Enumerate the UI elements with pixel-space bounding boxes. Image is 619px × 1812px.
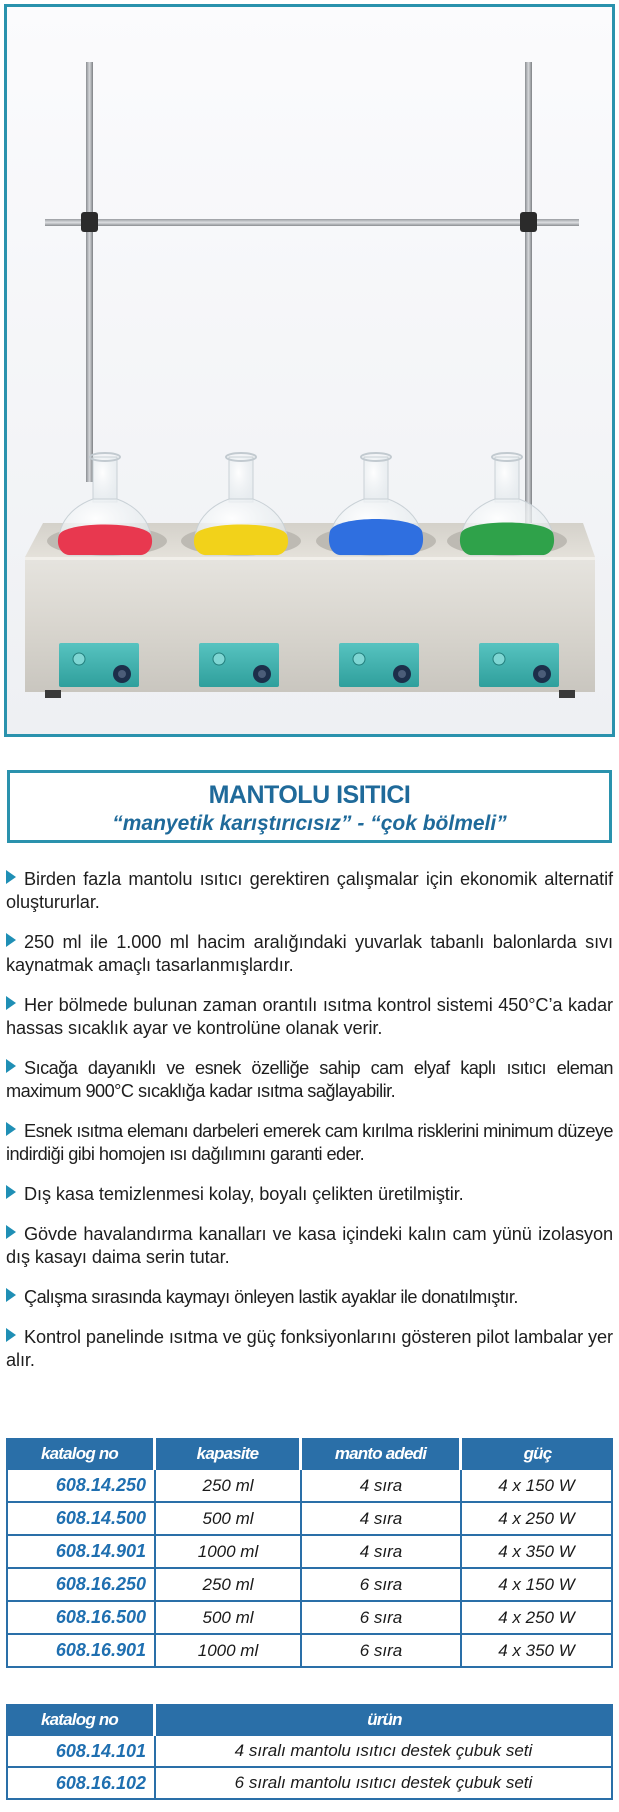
feature-text: Dış kasa temizlenmesi kolay, boyalı çelikten üretilmiştir. (24, 1184, 464, 1204)
column-header: güç (462, 1438, 613, 1470)
spec-table (6, 1438, 613, 1668)
catalog-number: 608.14.901 (6, 1536, 156, 1569)
table-header-row (6, 1704, 613, 1736)
feature-text: Her bölmede bulunan zaman orantılı ısıtma kontrol sistemi 450°C’a kadar hassas sıcaklık ayar ve kontrolüne olanak verir. (6, 995, 613, 1038)
arrow-right-icon (6, 870, 16, 884)
arrow-right-icon (6, 1225, 16, 1239)
table-row (6, 1736, 613, 1768)
feature-item (6, 1286, 613, 1309)
power-cell: 4 x 350 W (462, 1635, 613, 1668)
arrow-right-icon (6, 933, 16, 947)
capacity-cell: 250 ml (156, 1470, 302, 1503)
table-row (6, 1503, 613, 1536)
feature-item (6, 1120, 613, 1166)
power-cell: 4 x 250 W (462, 1602, 613, 1635)
capacity-cell: 250 ml (156, 1569, 302, 1602)
power-cell: 4 x 350 W (462, 1536, 613, 1569)
feature-text: Sıcağa dayanıklı ve esnek özelliğe sahip cam elyaf kaplı ısıtıcı eleman maximum 900°C sıcaklığa kadar ısıtma sağlayabilir. (6, 1058, 613, 1101)
product-title-box (7, 770, 612, 843)
product-title: MANTOLU ISITICI (208, 781, 411, 809)
heating-mantle-illustration (7, 7, 612, 734)
table-row (6, 1470, 613, 1503)
catalog-number: 608.16.102 (6, 1768, 156, 1800)
feature-item (6, 1223, 613, 1269)
table-row (6, 1569, 613, 1602)
capacity-cell: 500 ml (156, 1503, 302, 1536)
power-cell: 4 x 150 W (462, 1470, 613, 1503)
feature-text: Kontrol panelinde ısıtma ve güç fonksiyonlarını gösteren pilot lambalar yer alır. (6, 1327, 613, 1370)
capacity-cell: 500 ml (156, 1602, 302, 1635)
mantle-count-cell: 6 sıra (302, 1602, 462, 1635)
feature-item (6, 1057, 613, 1103)
power-cell: 4 x 250 W (462, 1503, 613, 1536)
feature-item (6, 868, 613, 914)
mantle-count-cell: 4 sıra (302, 1536, 462, 1569)
feature-text: 250 ml ile 1.000 ml hacim aralığındaki yuvarlak tabanlı balonlarda sıvı kaynatmak amaçlı tasarlanmışlardır. (6, 932, 613, 975)
catalog-number: 608.16.500 (6, 1602, 156, 1635)
mantle-count-cell: 6 sıra (302, 1569, 462, 1602)
table-header-row (6, 1438, 613, 1470)
column-header: katalog no (6, 1704, 156, 1736)
column-header: katalog no (6, 1438, 156, 1470)
capacity-cell: 1000 ml (156, 1635, 302, 1668)
table-row (6, 1536, 613, 1569)
catalog-number: 608.14.500 (6, 1503, 156, 1536)
arrow-right-icon (6, 1059, 16, 1073)
catalog-number: 608.16.901 (6, 1635, 156, 1668)
capacity-cell: 1000 ml (156, 1536, 302, 1569)
catalog-number: 608.14.250 (6, 1470, 156, 1503)
mantle-count-cell: 4 sıra (302, 1470, 462, 1503)
feature-item (6, 931, 613, 977)
arrow-right-icon (6, 1122, 16, 1136)
feature-list (6, 868, 613, 1389)
table-row (6, 1635, 613, 1668)
column-header: manto adedi (302, 1438, 462, 1470)
product-cell: 6 sıralı mantolu ısıtıcı destek çubuk seti (156, 1768, 613, 1800)
table-row (6, 1768, 613, 1800)
arrow-right-icon (6, 1288, 16, 1302)
mantle-count-cell: 6 sıra (302, 1635, 462, 1668)
feature-text: Çalışma sırasında kaymayı önleyen lastik ayaklar ile donatılmıştır. (24, 1287, 518, 1307)
feature-text: Gövde havalandırma kanalları ve kasa içindeki kalın cam yünü izolasyon dış kasayı daima serin tutar. (6, 1224, 613, 1267)
accessory-table (6, 1704, 613, 1800)
feature-item (6, 1326, 613, 1372)
catalog-number: 608.14.101 (6, 1736, 156, 1768)
product-cell: 4 sıralı mantolu ısıtıcı destek çubuk seti (156, 1736, 613, 1768)
mantle-count-cell: 4 sıra (302, 1503, 462, 1536)
column-header: ürün (156, 1704, 613, 1736)
feature-text: Esnek ısıtma elemanı darbeleri emerek cam kırılma risklerini minimum düzeye indirdiği gibi homojen ısı dağılımını garanti eder. (6, 1121, 613, 1164)
feature-item (6, 1183, 613, 1206)
product-subtitle: “manyetik karıştırıcısız” - “çok bölmeli” (112, 812, 507, 835)
arrow-right-icon (6, 1185, 16, 1199)
arrow-right-icon (6, 996, 16, 1010)
column-header: kapasite (156, 1438, 302, 1470)
power-cell: 4 x 150 W (462, 1569, 613, 1602)
arrow-right-icon (6, 1328, 16, 1342)
feature-text: Birden fazla mantolu ısıtıcı gerektiren çalışmalar için ekonomik alternatif oluştururlar. (6, 869, 613, 912)
table-row (6, 1602, 613, 1635)
feature-item (6, 994, 613, 1040)
catalog-number: 608.16.250 (6, 1569, 156, 1602)
product-photo (4, 4, 615, 737)
